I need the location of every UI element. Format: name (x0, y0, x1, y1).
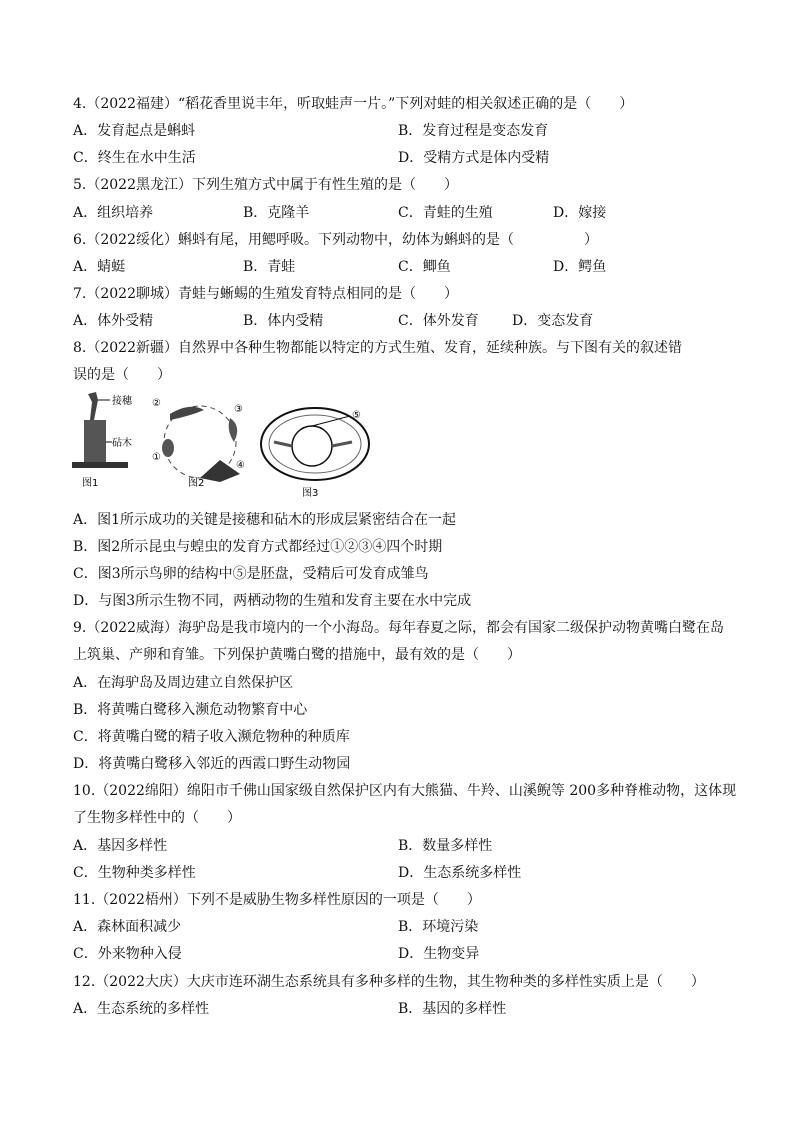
question-6-stem: 6.（2022绥化）蝌蚪有尾，用鳃呼吸。下列动物中，幼体为蝌蚪的是（ ） (73, 232, 598, 248)
question-4-option-a[interactable]: A．发育起点是蝌蚪 (73, 123, 196, 139)
question-8-option-c[interactable]: C．图3所示鸟卵的结构中⑤是胚盘，受精后可发育成雏鸟 (73, 566, 429, 582)
question-5-option-d[interactable]: D．嫁接 (553, 205, 607, 221)
figure-1-grafting (72, 392, 133, 489)
egg-shape (162, 439, 174, 457)
stage-3-number: ③ (234, 404, 243, 415)
question-10-option-d[interactable]: D．生态系统多样性 (398, 865, 522, 881)
scion-shape (88, 392, 98, 420)
question-5-option-a[interactable]: A．组织培养 (73, 205, 154, 221)
rootstock-trunk (84, 420, 106, 466)
question-8-option-a[interactable]: A．图1所示成功的关键是接穗和砧木的形成层紧密结合在一起 (73, 512, 457, 528)
question-6-option-b[interactable]: B．青蛙 (243, 259, 296, 275)
pupa-shape (229, 418, 238, 442)
question-7-option-a[interactable]: A．体外受精 (73, 313, 154, 329)
question-7-option-d[interactable]: D．变态发育 (512, 313, 594, 329)
stage-4-number: ④ (236, 460, 245, 471)
question-10-option-a[interactable]: A．基因多样性 (73, 838, 168, 854)
question-4-option-d[interactable]: D．受精方式是体内受精 (398, 150, 550, 166)
question-9-option-d[interactable]: D．将黄嘴白鹭移入邻近的西霞口野生动物园 (73, 756, 351, 772)
question-8-option-d[interactable]: D．与图3所示生物不同，两栖动物的生殖和发育主要在水中完成 (73, 593, 472, 609)
larva-shape (170, 407, 204, 420)
question-11-option-a[interactable]: A．森林面积减少 (73, 919, 182, 935)
question-12-stem: 12.（2022大庆）大庆市连环湖生态系统具有多种多样的生物，其生物种类的多样性实质上是（ ） (73, 974, 705, 990)
stage-1-number: ① (152, 452, 161, 463)
rootstock-label: 砧木 (112, 438, 132, 449)
question-8-stem-line1: 8.（2022新疆）自然界中各种生物都能以特定的方式生殖、发育，延续种族。与下图有关的叙述错 (73, 340, 682, 356)
question-4-stem: 4.（2022福建）“稻花香里说丰年，听取蛙声一片。”下列对蛙的相关叙述正确的是（ ） (73, 96, 634, 112)
question-4-option-b[interactable]: B．发育过程是变态发育 (398, 123, 549, 139)
question-8-stem-line2: 误的是（ ） (73, 367, 171, 383)
question-7-option-b[interactable]: B．体内受精 (243, 313, 324, 329)
question-10-stem-line2: 了生物多样性中的（ ） (73, 810, 241, 826)
question-12-option-b[interactable]: B．基因的多样性 (398, 1001, 507, 1017)
question-9-option-c[interactable]: C．将黄嘴白鹭的精子收入濒危物种的种质库 (73, 729, 350, 745)
question-12-option-a[interactable]: A．生态系统的多样性 (73, 1001, 210, 1017)
question-9-stem-line1: 9.（2022威海）海驴岛是我市境内的一个小海岛。每年春夏之际，都会有国家二级保护动物黄嘴白鹭在岛 (73, 620, 724, 636)
question-7-stem: 7.（2022聊城）青蛙与蜥蜴的生殖发育特点相同的是（ ） (73, 286, 458, 302)
figure-2-life-cycle (152, 398, 245, 489)
scion-label: 接穗 (112, 396, 132, 407)
figure-3-bird-egg (261, 408, 369, 499)
question-9-stem-line2: 上筑巢、产卵和育雏。下列保护黄嘴白鹭的措施中，最有效的是（ ） (73, 647, 521, 663)
question-6-option-c[interactable]: C．鲫鱼 (398, 259, 451, 275)
question-8-figure (70, 390, 370, 502)
question-10-option-b[interactable]: B．数量多样性 (398, 838, 493, 854)
question-5-option-c[interactable]: C．青蛙的生殖 (398, 205, 493, 221)
question-11-option-c[interactable]: C．外来物种入侵 (73, 946, 182, 962)
yolk (292, 426, 332, 466)
question-9-option-b[interactable]: B．将黄嘴白鹭移入濒危动物繁育中心 (73, 702, 308, 718)
question-11-option-b[interactable]: B．环境污染 (398, 919, 479, 935)
question-8-option-b[interactable]: B．图2所示昆虫与蝗虫的发育方式都经过①②③④四个时期 (73, 539, 443, 555)
adult-butterfly-shape (200, 460, 240, 482)
question-4-option-c[interactable]: C．终生在水中生活 (73, 150, 196, 166)
question-6-option-d[interactable]: D．鳄鱼 (553, 259, 607, 275)
fig3-caption: 图3 (302, 488, 319, 499)
structure-5-number: ⑤ (352, 410, 361, 421)
question-11-stem: 11.（2022梧州）下列不是威胁生物多样性原因的一项是（ ） (73, 892, 481, 908)
question-10-stem-line1: 10.（2022绵阳）绵阳市千佛山国家级自然保护区内有大熊猫、牛羚、山溪鲵等 200多种脊椎动物，这体现 (73, 783, 737, 799)
chalaza (274, 442, 352, 446)
question-5-option-b[interactable]: B．克隆羊 (243, 205, 310, 221)
question-6-option-a[interactable]: A．蜻蜓 (73, 259, 126, 275)
fig2-caption: 图2 (188, 478, 205, 489)
question-5-stem: 5.（2022黑龙江）下列生殖方式中属于有性生殖的是（ ） (73, 177, 458, 193)
question-7-option-c[interactable]: C．体外发育 (398, 313, 479, 329)
ground-line (72, 462, 128, 468)
question-10-option-c[interactable]: C．生物种类多样性 (73, 865, 196, 881)
question-9-option-a[interactable]: A．在海驴岛及周边建立自然保护区 (73, 675, 294, 691)
question-11-option-d[interactable]: D．生物变异 (398, 946, 480, 962)
fig1-caption: 图1 (82, 478, 99, 489)
stage-2-number: ② (152, 398, 161, 409)
germinal-disc-pointer (312, 416, 350, 426)
